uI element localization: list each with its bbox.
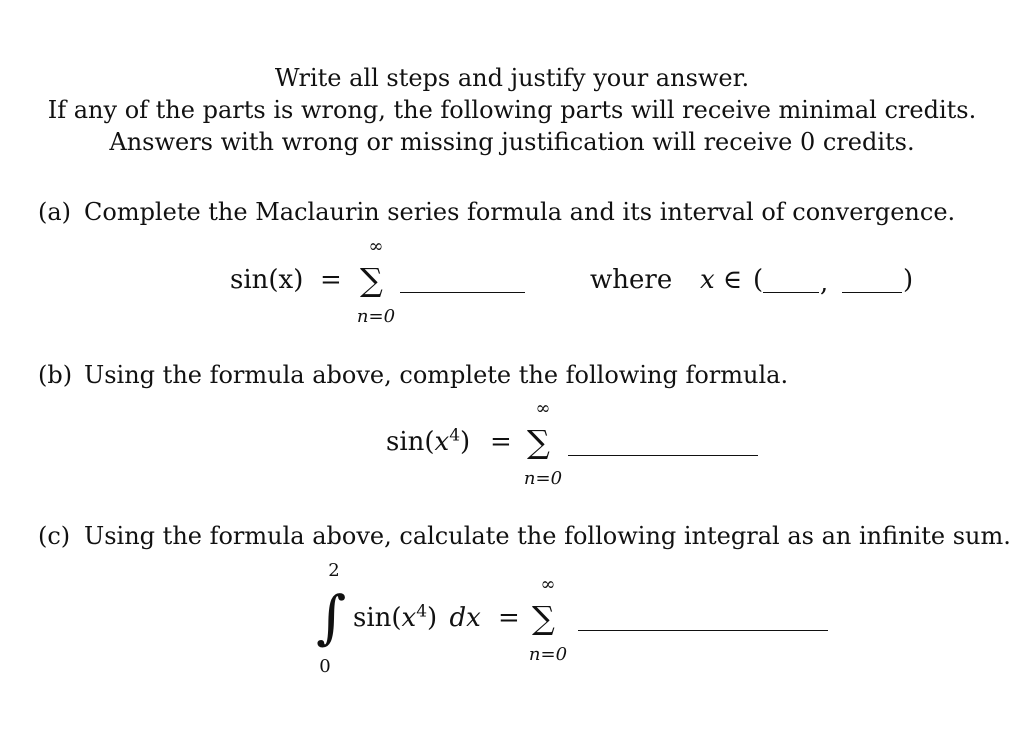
part-b-lhs-close: )	[460, 427, 471, 457]
part-c-sum-symbol: ∑	[532, 599, 555, 637]
part-b-sum-upper: ∞	[535, 398, 551, 419]
part-a-open-paren: (	[753, 265, 764, 295]
part-c-series-blank[interactable]	[578, 630, 828, 631]
part-a-lhs: sin(x)	[230, 265, 304, 295]
part-a-where: where	[590, 265, 673, 295]
part-c-int-lower: 0	[319, 656, 331, 677]
part-b-question: Using the formula above, complete the following formula.	[84, 361, 789, 389]
part-c-sum-lower: n=0	[528, 644, 568, 665]
part-c-equals: =	[498, 603, 520, 633]
part-b-equals: =	[490, 427, 512, 457]
part-c-label: (c)	[38, 522, 71, 550]
part-b-series-blank[interactable]	[568, 455, 758, 456]
part-b-lhs-var: x	[434, 427, 450, 457]
part-a-close-paren: )	[903, 265, 914, 295]
instruction-line-1: Write all steps and justify your answer.	[274, 64, 750, 92]
part-a-sum-symbol: ∑	[360, 261, 383, 299]
part-c-int-upper: 2	[328, 560, 340, 581]
part-a-question: Complete the Maclaurin series formula and its interval of convergence.	[84, 198, 956, 226]
part-a-sum-upper: ∞	[368, 236, 384, 257]
part-a-interval-left-blank[interactable]	[763, 292, 819, 293]
part-a-series-blank[interactable]	[400, 292, 525, 293]
part-a-equals: =	[320, 265, 342, 295]
part-c-question: Using the formula above, calculate the following integral as an infinite sum.	[84, 522, 1011, 550]
part-c-sum-upper: ∞	[540, 574, 556, 595]
instruction-line-2: If any of the parts is wrong, the following parts will receive minimal credits.	[47, 96, 977, 124]
part-a-x-in: x ∈	[700, 265, 743, 295]
part-b-sum-lower: n=0	[523, 468, 563, 489]
part-a-sum-lower: n=0	[356, 306, 396, 327]
part-b-lhs-func: sin(	[386, 427, 435, 457]
part-b-sum-symbol: ∑	[527, 423, 550, 461]
instruction-line-3: Answers with wrong or missing justification will receive 0 credits.	[109, 128, 915, 156]
part-c-integrand-close: )	[427, 603, 438, 633]
part-c-integrand-func: sin(	[353, 603, 402, 633]
part-b-lhs	[386, 427, 470, 457]
part-c-integrand-exp: 4	[416, 601, 428, 622]
part-b-label: (b)	[38, 361, 73, 389]
part-a-interval-right-blank[interactable]	[842, 292, 902, 293]
part-c-integral-symbol: ∫	[316, 583, 347, 651]
part-c-integrand	[353, 603, 481, 633]
part-c-dx: dx	[449, 603, 481, 633]
part-b-lhs-exp: 4	[449, 425, 461, 446]
part-c-integrand-var: x	[401, 603, 417, 633]
part-a-comma: ,	[820, 268, 829, 298]
part-a-label: (a)	[38, 198, 72, 226]
